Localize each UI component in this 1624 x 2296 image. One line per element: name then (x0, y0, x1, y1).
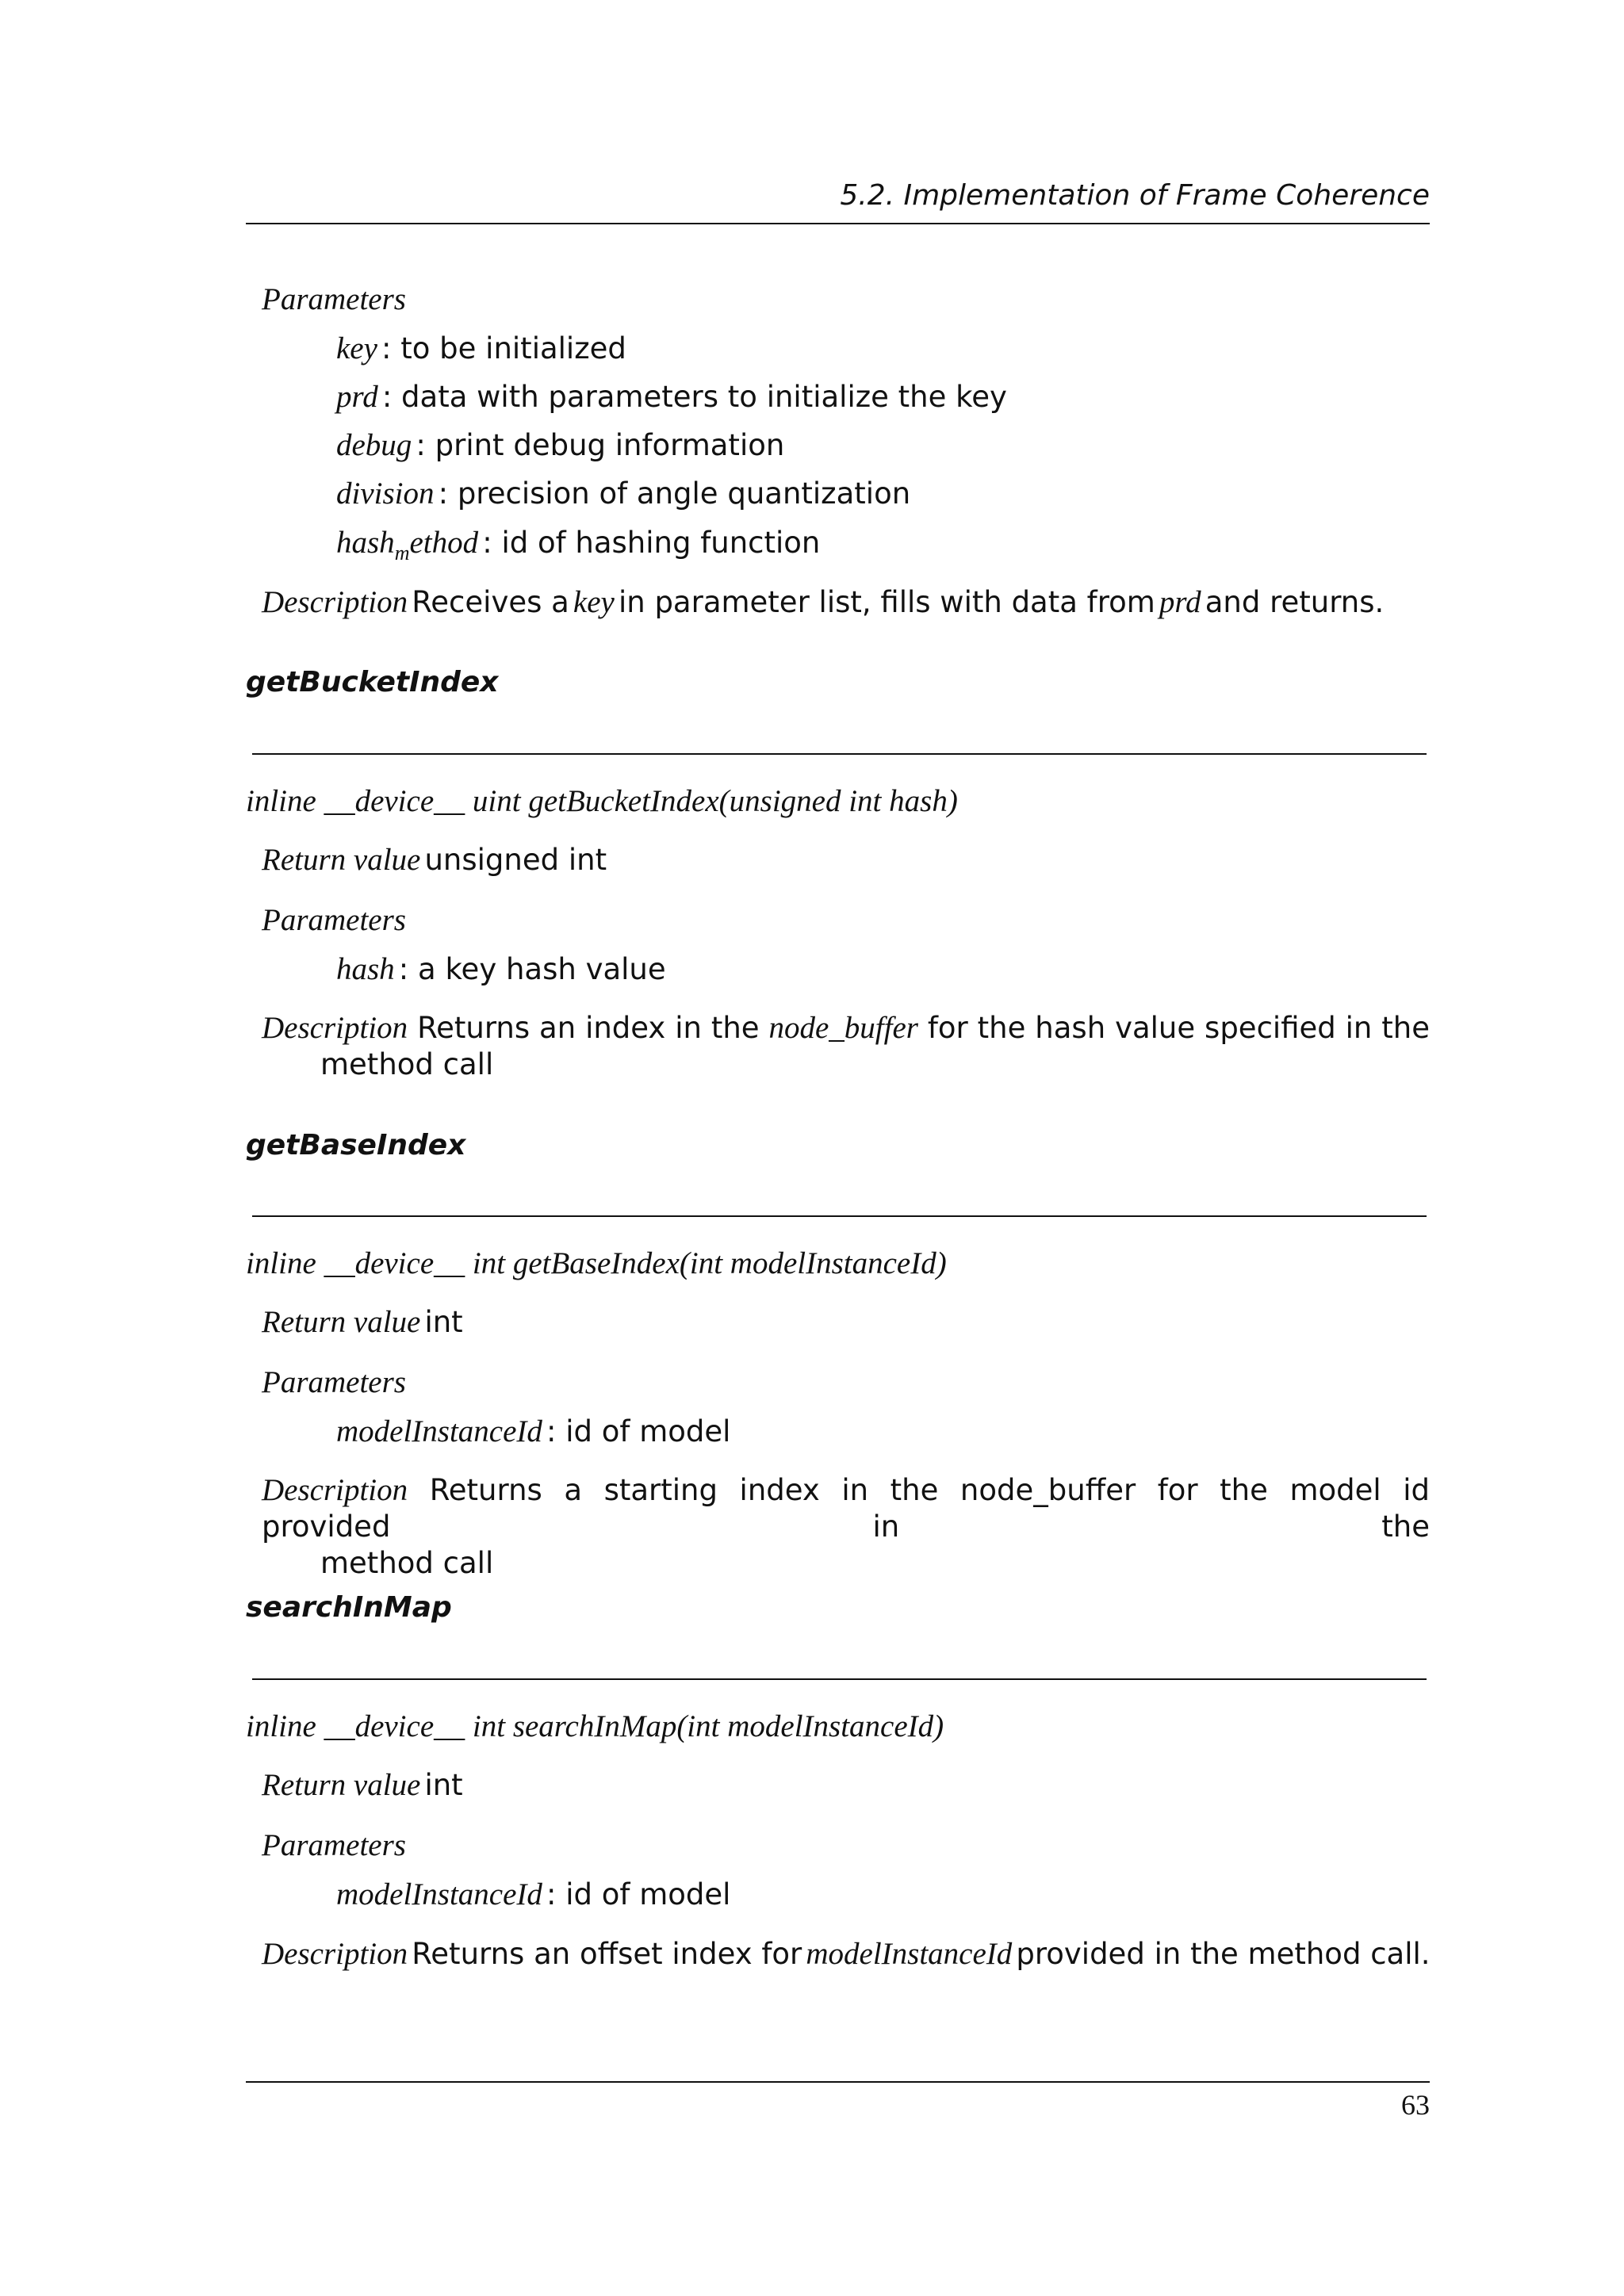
description-line: Description Receives a key in parameter list, fills with data from prd and returns. (262, 585, 1385, 619)
param-item (336, 379, 1007, 415)
header-rule (246, 223, 1430, 224)
footer-rule (246, 2081, 1430, 2083)
param-item (336, 476, 910, 511)
function-title: searchInMap (246, 1591, 452, 1624)
description-label: Description (262, 585, 408, 619)
param-item (336, 1877, 730, 1912)
return-value-line (262, 1304, 463, 1340)
parameters-label: Parameters (262, 1828, 406, 1862)
param-name: hash (336, 952, 395, 986)
param-desc: : id of model (546, 1877, 731, 1911)
function-title: getBucketIndex (246, 666, 499, 698)
return-type: int (424, 1305, 463, 1339)
function-signature: inline __device__ uint getBucketIndex(unsigned int hash) (246, 784, 958, 818)
param-item (336, 1414, 730, 1449)
return-value-line (262, 842, 607, 878)
return-type: int (424, 1768, 463, 1802)
return-value-line (262, 1767, 463, 1803)
return-label: Return value (262, 1305, 421, 1339)
param-name: modelInstanceId (336, 1877, 542, 1911)
parameters-label: Parameters (262, 282, 406, 316)
param-name: key (336, 331, 377, 365)
param-desc: : id of hashing function (482, 526, 821, 560)
param-desc: : data with parameters to initialize the key (381, 380, 1007, 414)
page-number: 63 (1401, 2089, 1430, 2121)
description-paragraph: Description Returns an index in the node_buffer for the hash value specified in the method call (262, 1011, 1431, 1081)
param-item (336, 331, 626, 366)
param-name: modelInstanceId (336, 1414, 542, 1448)
param-name: division (336, 476, 435, 511)
param-item (336, 525, 820, 565)
function-signature: inline __device__ int getBaseIndex(int modelInstanceId) (246, 1246, 947, 1280)
function-signature: inline __device__ int searchInMap(int modelInstanceId) (246, 1709, 944, 1743)
description-line: Description Returns an offset index for modelInstanceId provided in the method call. (262, 1937, 1431, 1971)
param-name: hash$_m$ethod (336, 526, 479, 564)
function-title: getBaseIndex (246, 1129, 466, 1161)
function-separator (252, 1678, 1427, 1680)
param-desc: : precision of angle quantization (438, 476, 911, 511)
description-paragraph: Description Returns a starting index in the node_buffer for the model id provided in the method call (262, 1473, 1430, 1580)
param-item (336, 951, 666, 987)
param-item (336, 427, 784, 463)
running-header: 5.2. Implementation of Frame Coherence (840, 179, 1430, 212)
description-label: Description (262, 1937, 408, 1971)
return-label: Return value (262, 1768, 421, 1802)
param-desc: : a key hash value (398, 952, 666, 986)
description-label: Description (262, 1011, 408, 1045)
description-label: Description (262, 1473, 408, 1507)
return-type: unsigned int (424, 843, 607, 877)
parameters-label: Parameters (262, 1365, 406, 1399)
function-separator (252, 753, 1427, 755)
param-name: debug (336, 428, 412, 462)
param-desc: : print debug information (416, 428, 785, 462)
param-desc: : id of model (546, 1414, 731, 1448)
return-label: Return value (262, 843, 421, 877)
param-name: prd (336, 380, 378, 414)
param-desc: : to be initialized (381, 331, 626, 365)
parameters-label: Parameters (262, 903, 406, 937)
function-separator (252, 1215, 1427, 1217)
